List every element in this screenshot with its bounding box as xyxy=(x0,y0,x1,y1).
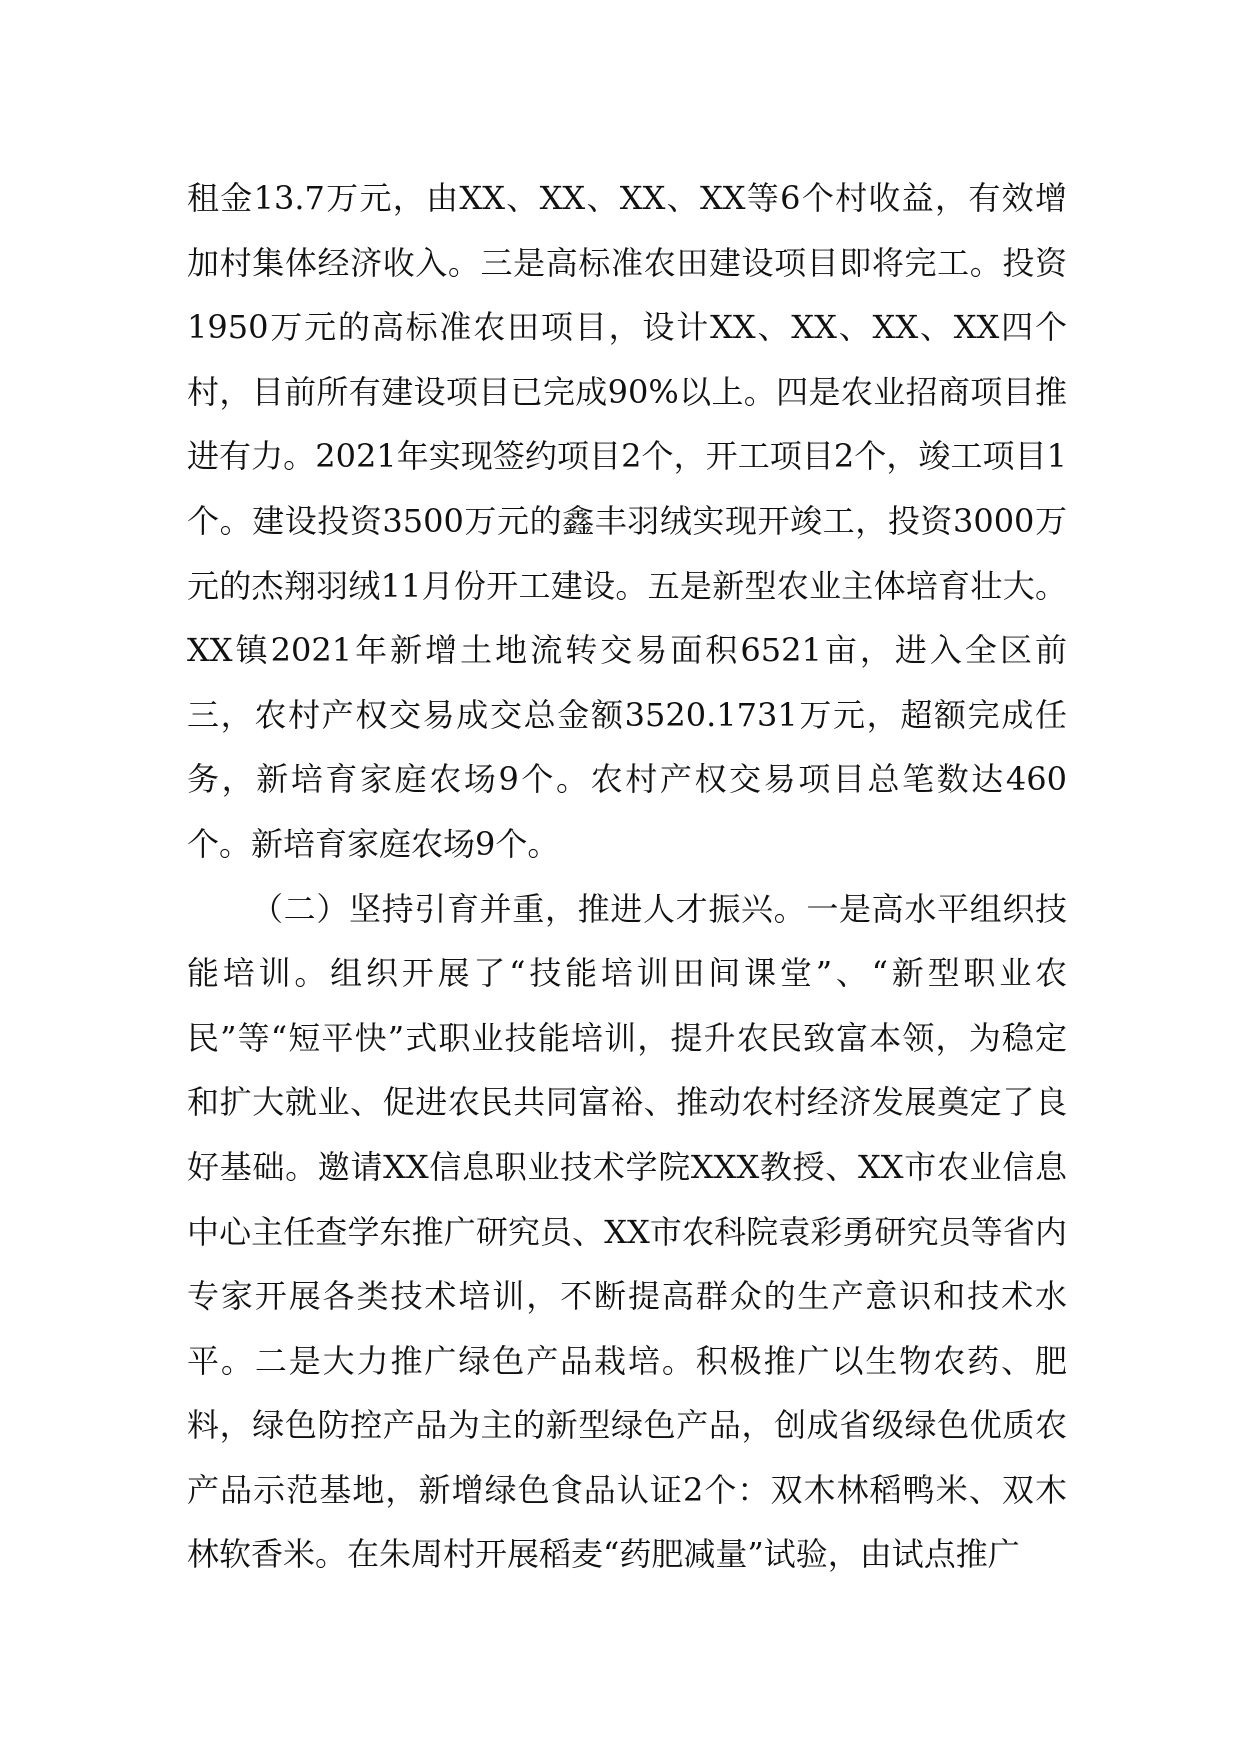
document-body xyxy=(187,166,1067,1587)
paragraph-talent-revitalization: （二）坚持引育并重，推进人才振兴。一是高水平组织技能培训。组织开展了“技能培训田间课堂”、“新型职业农民”等“短平快”式职业技能培训，提升农民致富本领，为稳定和扩大就业、促进农民共同富裕、推动农村经济发展奠定了良好基础。邀请XX信息职业技术学院XXX教授、XX市农业信息中心主任查学东推广研究员、XX市农科院袁彩勇研究员等省内专家开展各类技术培训，不断提高群众的生产意识和技术水平。二是大力推广绿色产品栽培。积极推广以生物农药、肥料，绿色防控产品为主的新型绿色产品，创成省级绿色优质农产品示范基地，新增绿色食品认证2个：双木林稻鸭米、双木林软香米。在朱周村开展稻麦“药肥减量”试验，由试点推广 xyxy=(187,889,1067,1574)
paragraph-agriculture-projects: 租金13.7万元，由XX、XX、XX、XX等6个村收益，有效增加村集体经济收入。三是高标准农田建设项目即将完工。投资1950万元的高标准农田项目，设计XX、XX、XX、XX四个村，目前所有建设项目已完成90%以上。四是农业招商项目推进有力。2021年实现签约项目2个，开工项目2个，竣工项目1个。建设投资3500万元的鑫丰羽绒实现开竣工，投资3000万元的杰翔羽绒11月份开工建设。五是新型农业主体培育壮大。XX镇2021年新增土地流转交易面积6521亩，进入全区前三，农村产权交易成交总金额3520.1731万元，超额完成任务，新培育家庭农场9个。农村产权交易项目总笔数达460个。新培育家庭农场9个。 xyxy=(187,179,1067,863)
